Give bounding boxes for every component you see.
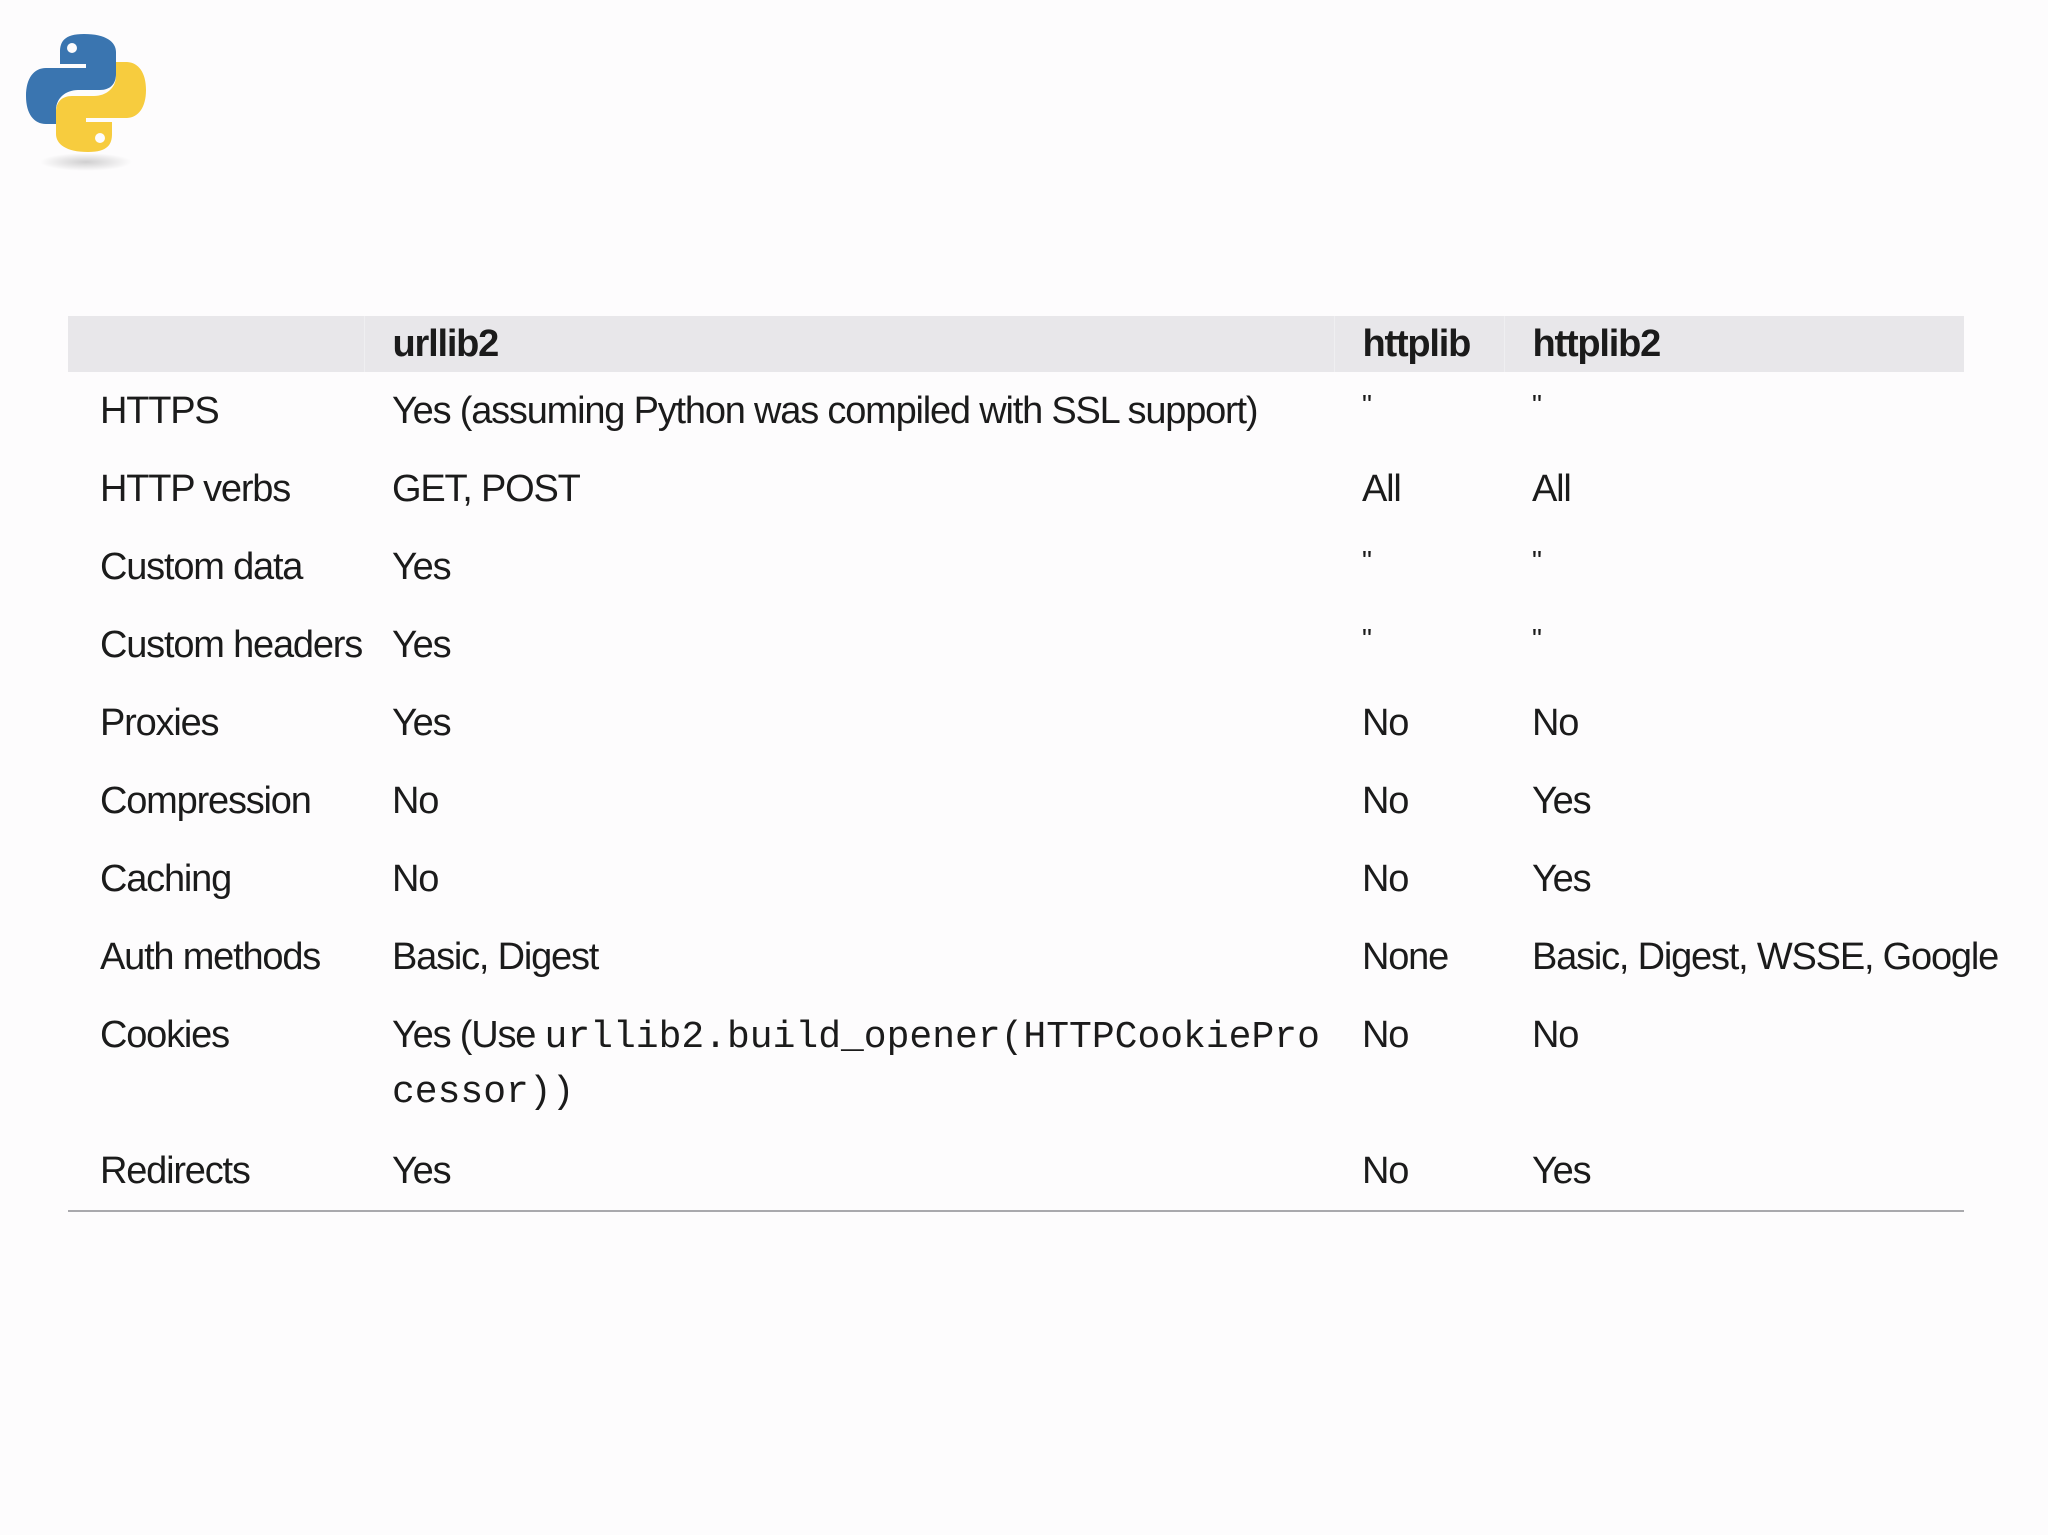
httplib2-cell: All (1532, 468, 1571, 510)
table-row (68, 450, 1964, 528)
table-row (68, 528, 1964, 606)
table-header-row (68, 316, 1964, 372)
feature-cell: Cookies (100, 1014, 229, 1056)
header-httplib2: httplib2 (1532, 322, 1661, 365)
httplib2-cell: " (1532, 623, 1541, 654)
httplib2-cell: " (1532, 545, 1541, 576)
httplib-cell: " (1362, 623, 1371, 654)
urllib2-cell (364, 996, 1334, 1132)
feature-cell: Caching (100, 858, 232, 900)
feature-cell: Custom headers (100, 624, 363, 666)
table-row (68, 762, 1964, 840)
urllib2-cell: Yes (364, 1132, 1334, 1211)
feature-cell: Redirects (68, 1132, 364, 1211)
urllib2-cell: Yes (assuming Python was compiled with SSL support) (392, 390, 1258, 432)
feature-cell: Compression (100, 780, 311, 822)
table-row (68, 996, 1964, 1132)
header-urllib2: urllib2 (364, 316, 1334, 372)
feature-cell: Auth methods (100, 936, 321, 978)
urllib2-cell: No (392, 780, 439, 822)
urllib2-cell: Yes (392, 624, 451, 666)
httplib-cell: None (1362, 936, 1449, 978)
urllib2-cell: No (392, 858, 439, 900)
feature-cell: HTTPS (100, 390, 219, 432)
httplib-cell: " (1362, 545, 1371, 576)
table-row (68, 918, 1964, 996)
urllib2-cell: GET, POST (392, 468, 580, 510)
httplib2-cell: No (1532, 1014, 1579, 1056)
table-row (68, 606, 1964, 684)
table-row (68, 684, 1964, 762)
httplib-cell: All (1362, 468, 1401, 510)
httplib-cell: No (1362, 780, 1409, 822)
httplib2-cell: Yes (1532, 780, 1591, 822)
urllib2-cell: Basic, Digest (392, 936, 599, 978)
python-logo-icon (26, 30, 146, 180)
httplib2-cell: Basic, Digest, WSSE, Google (1532, 936, 1999, 978)
table-row (68, 1132, 1964, 1211)
httplib-cell: " (1362, 389, 1371, 420)
library-comparison-table (68, 316, 1999, 1212)
feature-cell: Custom data (100, 546, 303, 588)
urllib2-cell: Yes (392, 702, 451, 744)
table-row (68, 840, 1964, 918)
table-row (68, 372, 1964, 450)
httplib2-cell: " (1532, 389, 1541, 420)
httplib2-cell: Yes (1504, 1132, 1964, 1211)
comparison-table-wrapper (68, 316, 1999, 1212)
python-logo-svg (26, 30, 146, 180)
urllib2-cell: Yes (392, 546, 451, 588)
httplib-cell: No (1362, 858, 1409, 900)
urllib2-cookies-code: urllib2.build_opener(HTTPCookieProcessor)) (392, 1016, 1320, 1114)
feature-cell: Proxies (100, 702, 219, 744)
urllib2-cookies-text: Yes (Use (392, 1014, 545, 1056)
header-httplib: httplib (1334, 316, 1504, 372)
httplib-cell: No (1362, 702, 1409, 744)
httplib2-cell: Yes (1532, 858, 1591, 900)
feature-cell: HTTP verbs (100, 468, 291, 510)
httplib-cell: No (1362, 1014, 1409, 1056)
header-feature (68, 316, 364, 372)
httplib-cell: No (1334, 1132, 1504, 1211)
httplib2-cell: No (1532, 702, 1579, 744)
